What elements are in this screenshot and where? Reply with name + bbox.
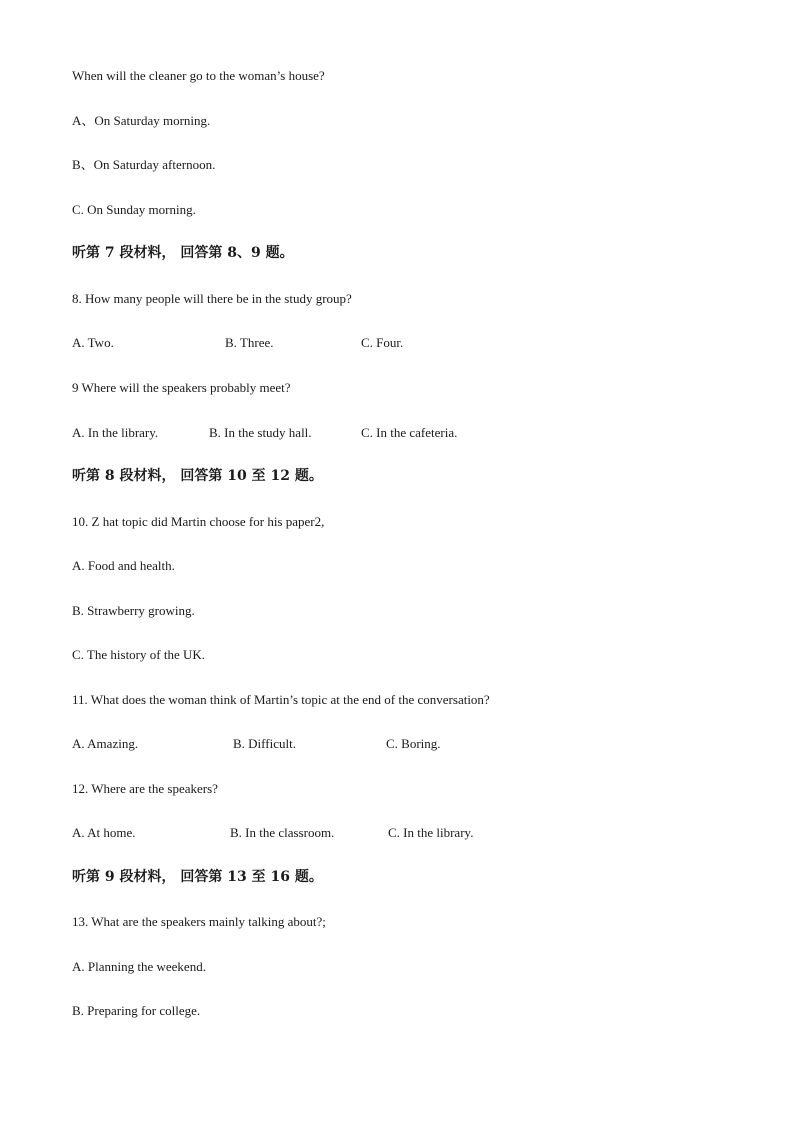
question-13-text: 13. What are the speakers mainly talking about?; — [72, 914, 326, 929]
question-12-text: 12. Where are the speakers? — [72, 781, 218, 796]
question-7-option-a: A、On Saturday morning. — [72, 113, 211, 128]
question-10-option-c: C. The history of the UK. — [72, 647, 205, 662]
question-9-option-c: C. In the cafeteria. — [361, 425, 458, 440]
question-9-option-a: A. In the library. — [72, 425, 159, 440]
question-10-text: 10. Z hat topic did Martin choose for his paper2, — [72, 514, 325, 529]
question-8-option-b: B. Three. — [225, 335, 274, 350]
question-12-option-a: A. At home. — [72, 825, 136, 840]
question-8-option-a: A. Two. — [72, 335, 114, 350]
question-8-text: 8. How many people will there be in the study group? — [72, 291, 352, 306]
question-10-option-a: A. Food and health. — [72, 558, 175, 573]
question-7-text: When will the cleaner go to the woman’s house? — [72, 68, 325, 83]
question-13-option-a: A. Planning the weekend. — [72, 959, 206, 974]
question-12-option-c: C. In the library. — [388, 825, 474, 840]
question-11-option-c: C. Boring. — [386, 736, 441, 751]
question-8-option-c: C. Four. — [361, 335, 404, 350]
question-12-option-b: B. In the classroom. — [230, 825, 335, 840]
question-11-option-a: A. Amazing. — [72, 736, 139, 751]
question-13-option-b: B. Preparing for college. — [72, 1003, 201, 1018]
question-11-text: 11. What does the woman think of Martin’s topic at the end of the conversation? — [72, 692, 490, 707]
question-10-option-b: B. Strawberry growing. — [72, 603, 195, 618]
question-7-option-c: C. On Sunday morning. — [72, 202, 196, 217]
section-7-heading: 听第 7 段材料， 回答第 8、9 题。 — [72, 245, 294, 261]
question-7-option-b: B、On Saturday afternoon. — [72, 157, 216, 172]
section-8-heading: 听第 8 段材料， 回答第 10 至 12 题。 — [72, 468, 323, 484]
question-9-option-b: B. In the study hall. — [209, 425, 312, 440]
question-9-text: 9 Where will the speakers probably meet? — [72, 380, 291, 395]
question-11-option-b: B. Difficult. — [233, 736, 296, 751]
section-9-heading: 听第 9 段材料， 回答第 13 至 16 题。 — [72, 869, 323, 885]
